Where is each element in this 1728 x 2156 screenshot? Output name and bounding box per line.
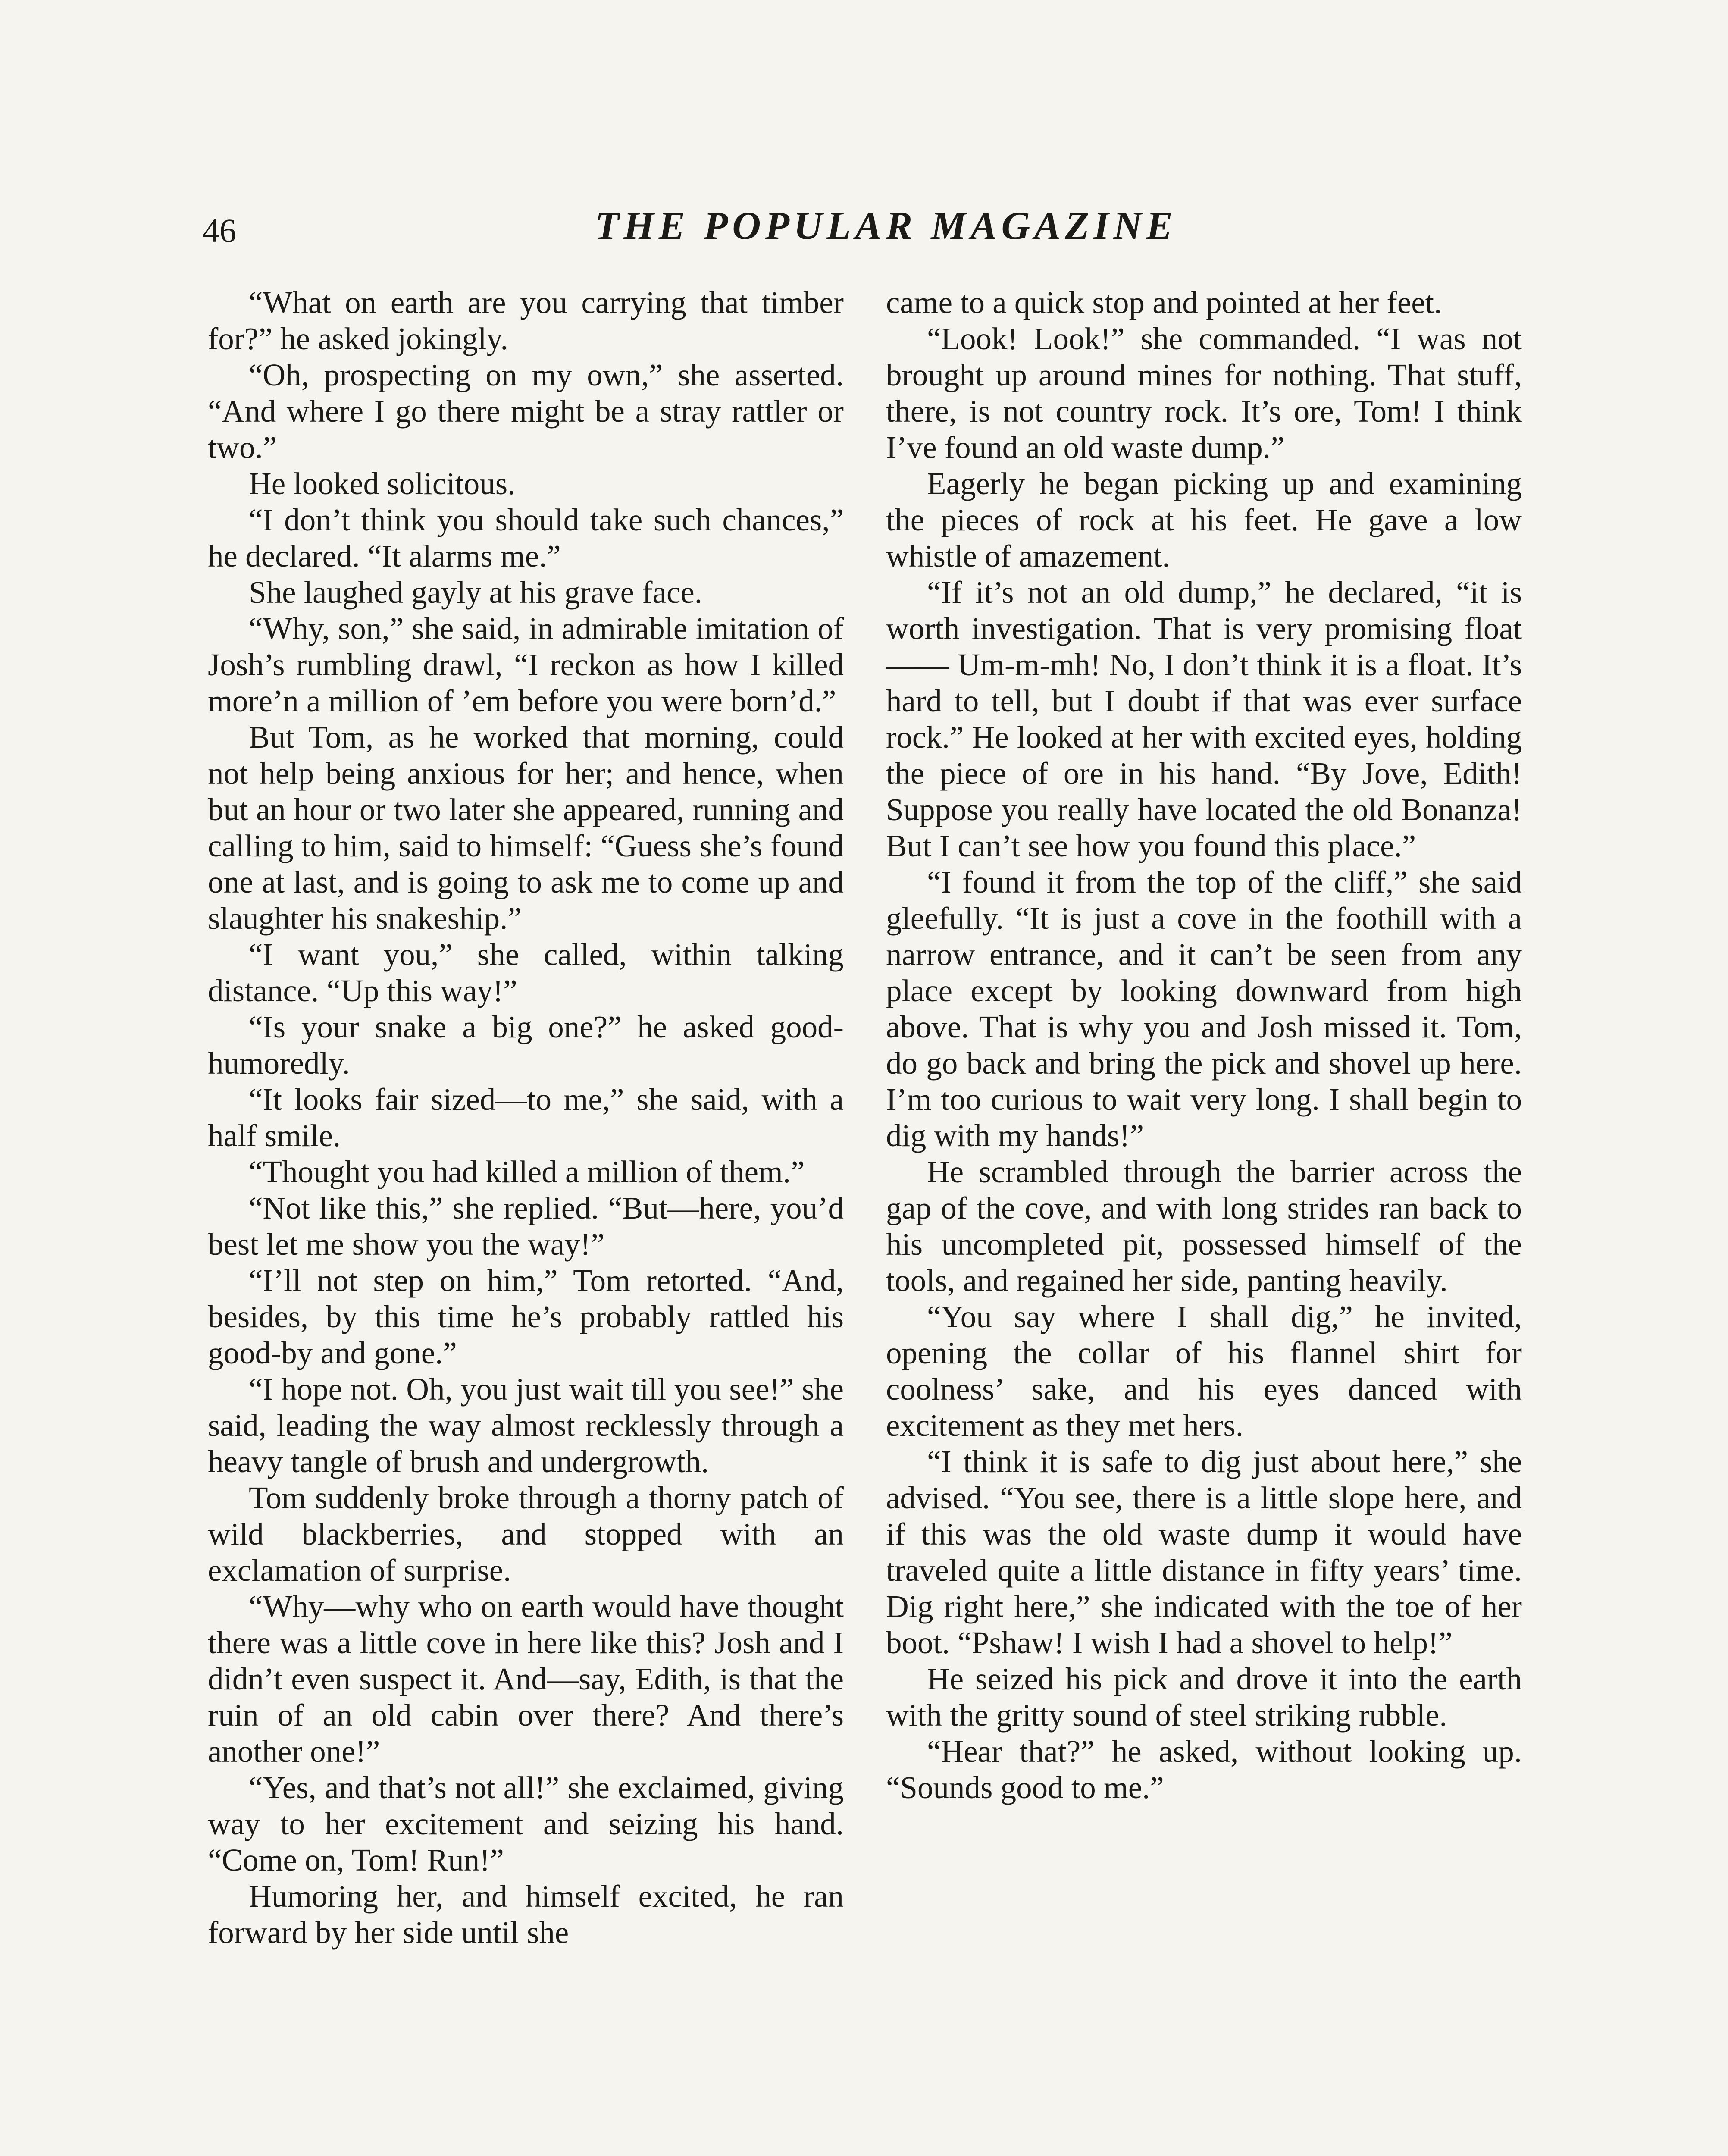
left-column <box>208 285 844 1951</box>
page-header <box>203 203 1535 263</box>
paragraph: “I don’t think you should take such chances,” he declared. “It alarms me.” <box>208 502 844 573</box>
paragraph: “I found it from the top of the cliff,” she said gleefully. “It is just a cove in the foothill with a narrow entrance, and it can’t be seen from any place except by looking downward from high above. That is why you and Josh missed it. Tom, do go back and bring the pick and shovel up here. I’m too curious to wait very long. I shall begin to dig with my hands!” <box>886 865 1522 1153</box>
paragraph: “I hope not. Oh, you just wait till you see!” she said, leading the way almost recklessly through a heavy tangle of brush and undergrowth. <box>208 1372 844 1479</box>
paragraph-continued: came to a quick stop and pointed at her feet. <box>886 285 1442 320</box>
running-title: THE POPULAR MAGAZINE <box>595 204 1177 248</box>
paragraph: “If it’s not an old dump,” he declared, “it is worth investigation. That is very promising float—— Um-m-mh! No, I don’t think it is a float. It’s hard to tell, but I doubt if that was ever surface rock.” He looked at her with excited eyes, holding the piece of ore in his hand. “By Jove, Edith! Suppose you really have located the old Bonanza! But I can’t see how you found this place.” <box>886 575 1522 863</box>
paragraph: “Yes, and that’s not all!” she exclaimed, giving way to her excitement and seizing his hand. “Come on, Tom! Run!” <box>208 1770 844 1877</box>
paragraph: “I want you,” she called, within talking distance. “Up this way!” <box>208 937 844 1008</box>
paragraph: He seized his pick and drove it into the earth with the gritty sound of steel striking rubble. <box>886 1661 1522 1733</box>
paragraph: “Thought you had killed a million of them.” <box>249 1154 805 1189</box>
paragraph: “I’ll not step on him,” Tom retorted. “And, besides, by this time he’s probably rattled his good-by and gone.” <box>208 1263 844 1370</box>
paragraph: “You say where I shall dig,” he invited, opening the collar of his flannel shirt for coolness’ sake, and his eyes danced with excitement as they met hers. <box>886 1299 1522 1443</box>
paragraph: He scrambled through the barrier across the gap of the cove, and with long strides ran back to his uncompleted pit, possessed himself of the tools, and regained her side, panting heavily. <box>886 1154 1522 1298</box>
paragraph: “Hear that?” he asked, without looking up. “Sounds good to me.” <box>886 1734 1522 1805</box>
page-number: 46 <box>203 212 236 249</box>
paragraph: “I think it is safe to dig just about here,” she advised. “You see, there is a little slope here, and if this was the old waste dump it would have traveled quite a little distance in fifty years’ time. Dig right here,” she indicated with the toe of her boot. “Pshaw! I wish I had a shovel to help!” <box>886 1444 1522 1660</box>
paragraph: But Tom, as he worked that morning, could not help being anxious for her; and hence, when but an hour or two later she appeared, running and calling to him, said to himself: “Guess she’s found one at last, and is going to ask me to come up and slaughter his snakeship.” <box>208 720 844 936</box>
paragraph: “Why, son,” she said, in admirable imitation of Josh’s rumbling drawl, “I reckon as how I killed more’n a million of ’em before you were born’d.” <box>208 611 844 718</box>
paragraph: “Oh, prospecting on my own,” she asserted. “And where I go there might be a stray rattler or two.” <box>208 357 844 465</box>
paragraph: Tom suddenly broke through a thorny patch of wild blackberries, and stopped with an exclamation of surprise. <box>208 1480 844 1588</box>
right-column <box>886 285 1522 1806</box>
paragraph: Humoring her, and himself excited, he ran forward by her side until she <box>208 1879 844 1950</box>
paragraph: “What on earth are you carrying that timber for?” he asked jokingly. <box>208 285 844 356</box>
paragraph: “It looks fair sized—to me,” she said, with a half smile. <box>208 1082 844 1153</box>
paragraph: “Not like this,” she replied. “But—here, you’d best let me show you the way!” <box>208 1191 844 1262</box>
paragraph: He looked solicitous. <box>249 466 516 501</box>
paragraph: She laughed gayly at his grave face. <box>249 575 703 610</box>
paragraph: “Look! Look!” she commanded. “I was not brought up around mines for nothing. That stuff, there, is not country rock. It’s ore, Tom! I think I’ve found an old waste dump.” <box>886 321 1522 465</box>
paragraph: Eagerly he began picking up and examining the pieces of rock at his feet. He gave a low whistle of amazement. <box>886 466 1522 573</box>
paragraph: “Is your snake a big one?” he asked good-humoredly. <box>208 1009 844 1081</box>
paragraph: “Why—why who on earth would have thought there was a little cove in here like this? Josh and I didn’t even suspect it. And—say, Edith, is that the ruin of an old cabin over there? And there’s another one!” <box>208 1589 844 1769</box>
